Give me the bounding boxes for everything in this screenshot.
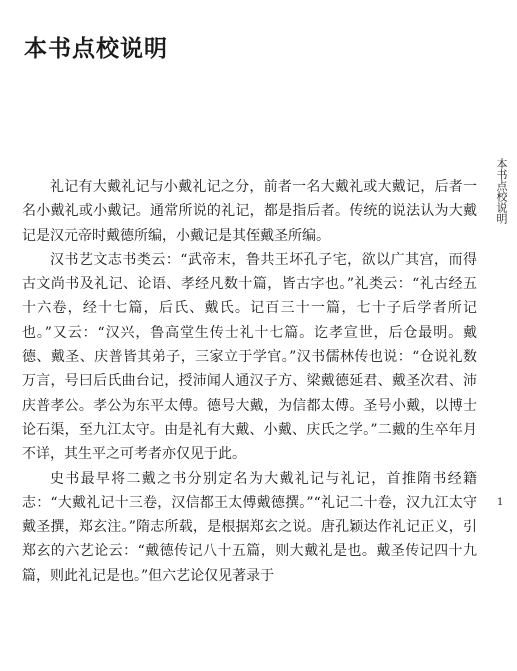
paragraph: 礼记有大戴礼记与小戴礼记之分，前者一名大戴礼或大戴记，后者一名小戴礼或小戴记。通常所说的礼记，都是指后者。传统的说法认为大戴记是汉元帝时戴德所编，小戴记是其侄戴圣所编。 xyxy=(22,179,477,244)
paragraph: 史书最早将二戴之书分别定名为大戴礼记与礼记，首推隋书经籍志：“大戴礼记十三卷，汉信都王太傅戴德撰。”“礼记二十卷，汉九江太守戴圣撰，郑玄注。”隋志所载，是根据郑玄之说。唐孔颖达作礼记正义，引郑玄的六艺论云：“戴德传记八十五篇，则大戴礼是也。戴圣传记四十九篇，则此礼记是也。”但六艺论仅见著录于 xyxy=(22,470,477,584)
page-number: 1 xyxy=(497,497,504,508)
paragraph: 汉书艺文志书类云：“武帝末，鲁共王坏孔子宅，欲以广其宫，而得古文尚书及礼记、论语、孝经凡数十篇，皆古字也。”礼类云：“礼古经五十六卷，经十七篇，后氏、戴氏。记百三十一篇，七十子后学者所记也。”又云：“汉兴，鲁高堂生传士礼十七篇。讫孝宣世，后仓最明。戴德、戴圣、庆普皆其弟子，三家立于学官。”汉书儒林传也说：“仓说礼数万言，号曰后氏曲台记，授沛闻人通汉子方、梁戴德延君、戴圣次君、沛庆普孝公。孝公为东平太傅。德号大戴，为信都太傅。圣号小戴，以博士论石渠，至九江太守。由是礼有大戴、小戴、庆氏之学。”二戴的生卒年月不详，其生平之可考者亦仅见于此。 xyxy=(22,251,477,463)
running-header: 本书点校说明 xyxy=(495,158,508,224)
page-title: 本书点校说明 xyxy=(24,36,168,62)
body-text xyxy=(22,175,477,588)
